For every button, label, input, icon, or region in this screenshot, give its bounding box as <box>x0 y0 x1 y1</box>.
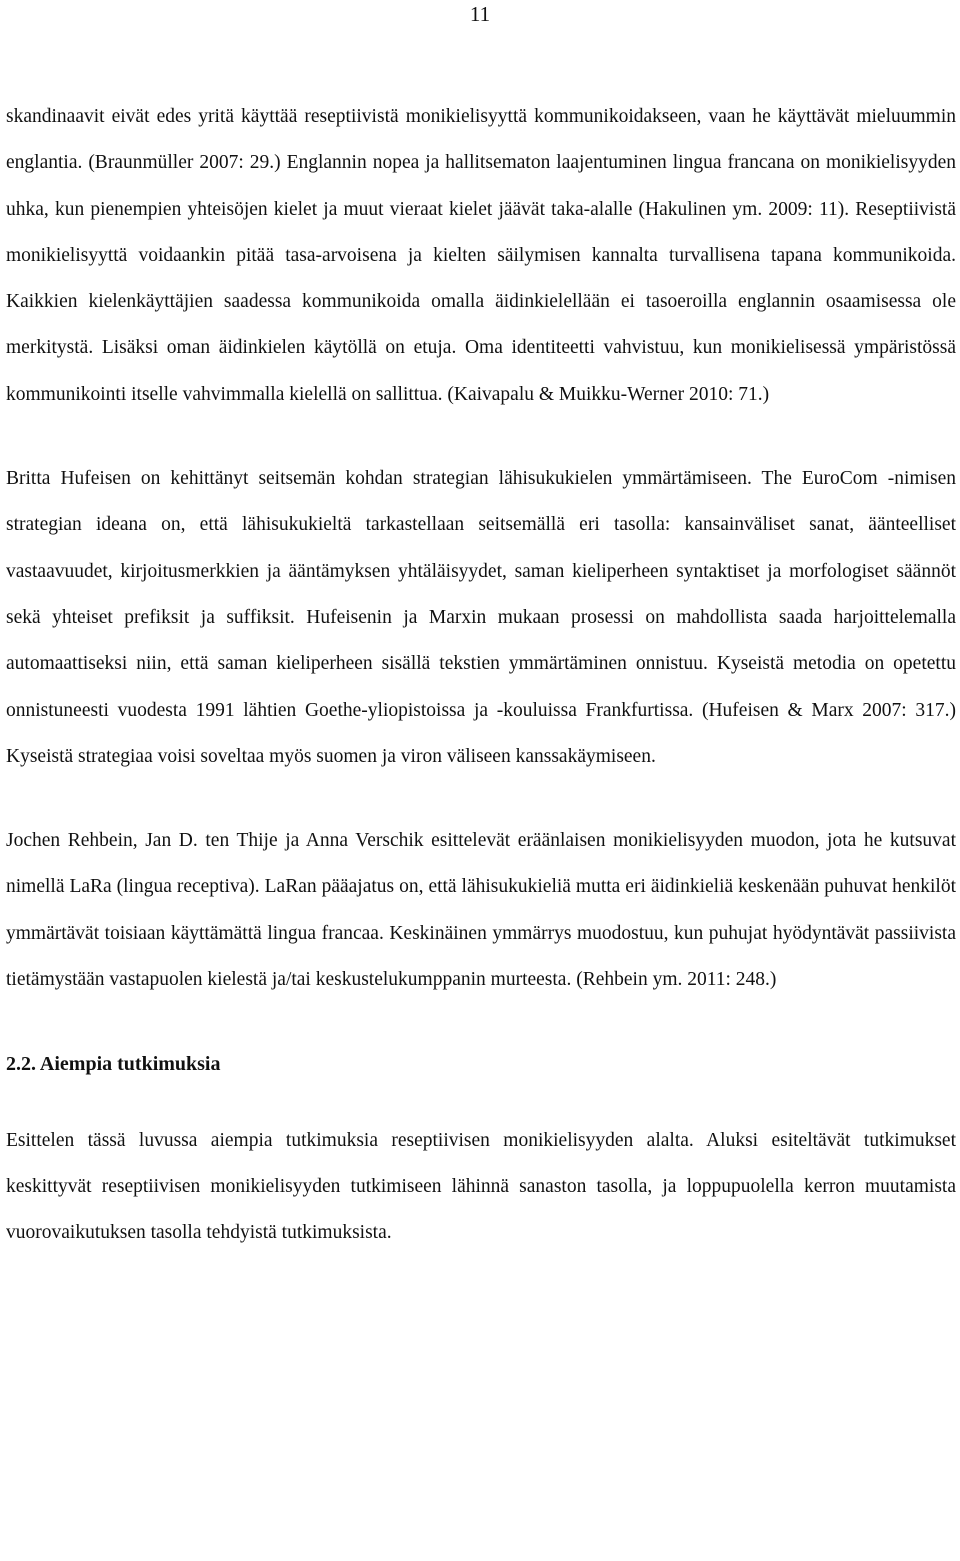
section-title: Aiempia tutkimuksia <box>39 1053 221 1076</box>
section-heading <box>6 1041 956 1087</box>
paragraph-eurocom-strategy: Britta Hufeisen on kehittänyt seitsemän kohdan strategian lähisukukielen ymmärtämiseen. The EuroCom -nimisen strategian ideana on, että lähisukukieltä tarkastellaan seitsemällä eri tasolla: kansainväliset sanat, äänteelliset vastaavuudet, kirjoitusmerkkien ja ääntämyksen yhtäläisyydet, saman kieliperheen syntaktiset ja morfologiset säännöt sekä yhteiset prefiksit ja suffiksit. Hufeisenin ja Marxin mukaan prosessi on mahdollista saada harjoittelemalla automaattiseksi niin, että saman kieliperheen sisällä tekstien ymmärtäminen onnistuu. Kyseistä metodia on opetettu onnistuneesti vuodesta 1991 lähtien Goethe-yliopistoissa ja -kouluissa Frankfurtissa. (Hufeisen & Marx 2007: 317.) Kyseistä strategiaa voisi soveltaa myös suomen ja viron väliseen kanssakäymiseen. <box>6 468 956 767</box>
section-number: 2.2. <box>6 1053 36 1076</box>
paragraph-lara: Jochen Rehbein, Jan D. ten Thije ja Anna Verschik esittelevät eräänlaisen monikielisyyden muodon, jota he kutsuvat nimellä LaRa (lingua receptiva). LaRan pääajatus on, että lähisukukieliä mutta eri äidinkieliä keskenään puhuvat henkilöt ymmärtävät toisiaan käyttämättä lingua francaa. Keskinäinen ymmärrys muodostuu, kun puhujat hyödyntävät passiivista tietämystään vastapuolen kielestä ja/tai keskustelukumppanin murteesta. (Rehbein ym. 2011: 248.) <box>6 830 956 991</box>
paragraph-receptive-multilingualism: skandinaavit eivät edes yritä käyttää reseptiivistä monikielisyyttä kommunikoidakseen, vaan he käyttävät mieluummin englantia. (Braunmüller 2007: 29.) Englannin nopea ja hallitsematon laajentuminen lingua francana on monikielisyyden uhka, kun pienempien yhteisöjen kielet ja muut vieraat kielet jäävät taka-alalle (Hakulinen ym. 2009: 11). Reseptiivistä monikielisyyttä voidaankin pitää tasa-arvoisena ja kielten säilymisen kannalta turvallisena tapana kommunikoida. Kaikkien kielenkäyttäjien saadessa kommunikoida omalla äidinkielellään ei tasoeroilla englannin osaamisessa ole merkitystä. Lisäksi oman äidinkielen käytöllä on etuja. Oma identiteetti vahvistuu, kun monikielisessä ympäristössä kommunikointi itselle vahvimmalla kielellä on sallittua. (Kaivapalu & Muikku-Werner 2010: 71.) <box>6 106 956 405</box>
document-body <box>6 94 956 1257</box>
page-number: 11 <box>469 2 491 26</box>
paragraph-previous-research: Esittelen tässä luvussa aiempia tutkimuksia reseptiivisen monikielisyyden alalta. Aluksi esiteltävät tutkimukset keskittyvät reseptiivisen monikielisyyden tutkimiseen lähinnä sanaston tasolla, ja loppupuolella kerron muutamista vuorovaikutuksen tasolla tehdyistä tutkimuksista. <box>6 1129 956 1244</box>
